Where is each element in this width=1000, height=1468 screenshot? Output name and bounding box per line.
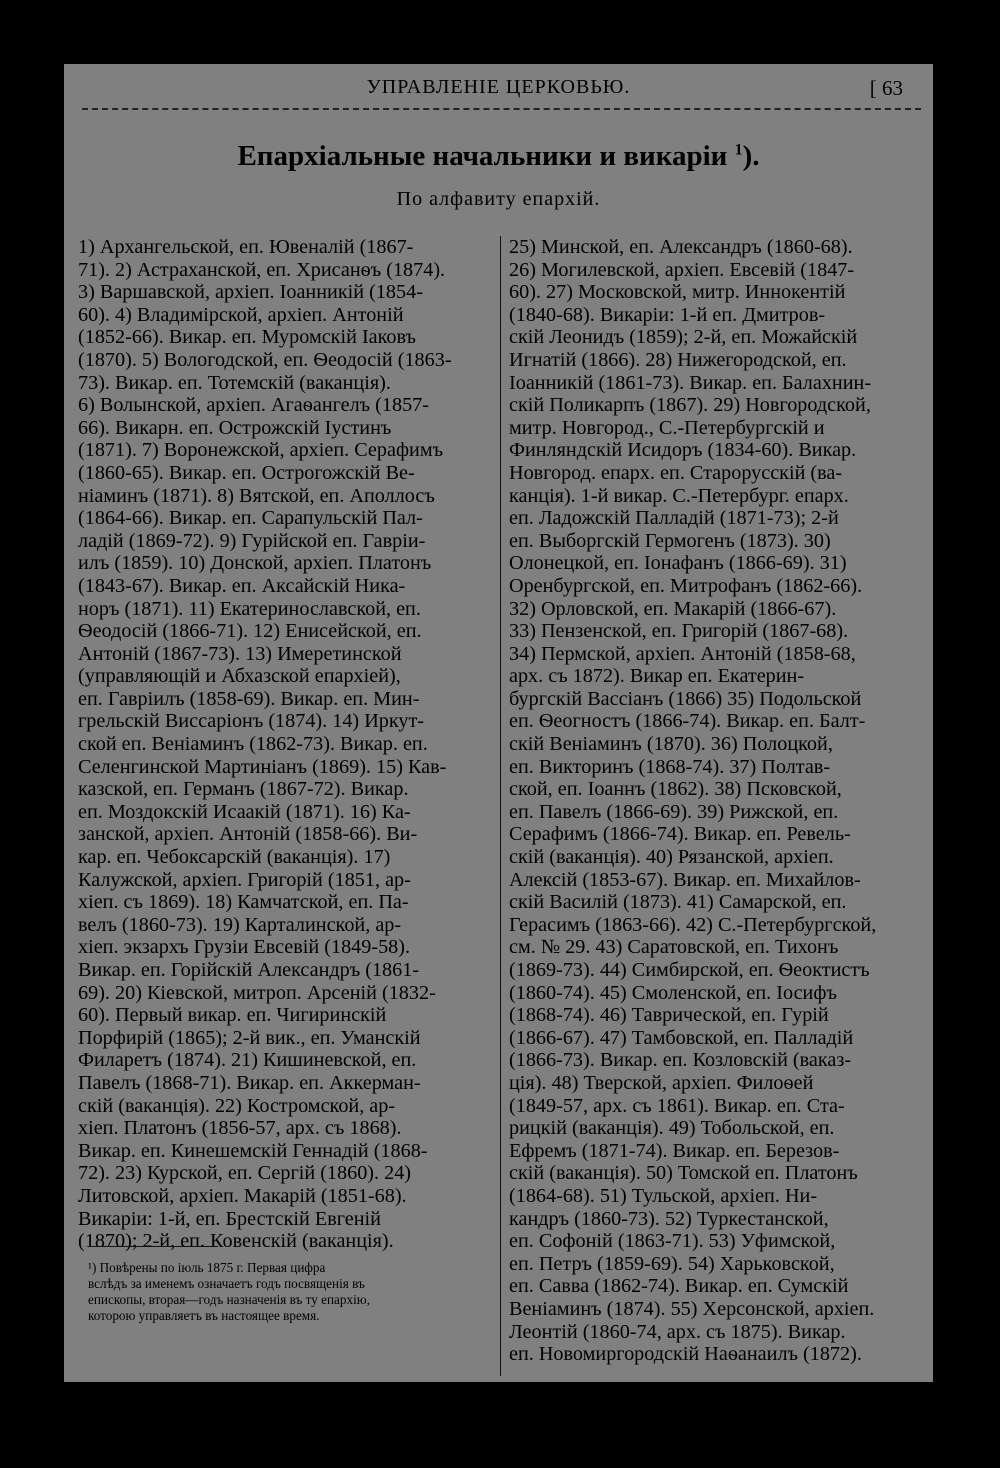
- text-line: ніаминъ (1871). 8) Вятской, еп. Аполлосъ: [78, 484, 435, 507]
- text-line: Іоанникій (1861-73). Викар. еп. Балахнин-: [509, 371, 872, 394]
- text-line: (1864-66). Викар. еп. Сарапульскій Пал-: [78, 507, 423, 530]
- text-line: (1860-65). Викар. еп. Острогожскій Ве-: [78, 461, 415, 484]
- text-line: Веніаминъ (1874). 55) Херсонской, архіеп.: [509, 1297, 875, 1320]
- text-line: Викар. еп. Кинешемскій Геннадій (1868-: [78, 1139, 428, 1162]
- text-line: Калужской, архіеп. Григорій (1851, ар-: [78, 868, 411, 891]
- text-line: 71). 2) Астраханской, еп. Хрисанѳъ (1874).: [78, 258, 446, 281]
- text-line: ладій (1869-72). 9) Гурійской еп. Гавріи-: [78, 529, 426, 552]
- text-line: еп. Выборгскій Гермогенъ (1873). 30): [509, 529, 831, 552]
- text-line: 73). Викар. еп. Тотемскій (ваканція).: [78, 371, 391, 394]
- text-line: (1840-68). Викаріи: 1-й еп. Дмитров-: [509, 303, 826, 326]
- title-text: Епархіальные начальники и викаріи: [237, 140, 728, 172]
- text-line: Финляндскій Исидоръ (1834-60). Викар.: [509, 439, 857, 462]
- text-line: еп. Новомиргородскій Наѳанаилъ (1872).: [509, 1343, 862, 1366]
- text-line: (1864-68). 51) Тульской, архіеп. Ни-: [509, 1184, 818, 1207]
- page-number: [ 63: [869, 76, 903, 100]
- text-line: 33) Пензенской, еп. Григорій (1867-68).: [509, 620, 849, 643]
- title-tail: ).: [742, 140, 760, 172]
- text-line: 1) Архангельской, еп. Ювеналій (1867-: [78, 236, 414, 258]
- text-line: казской, еп. Германъ (1867-72). Викар.: [78, 778, 409, 801]
- text-line: занской, архіеп. Антоній (1858-66). Ви-: [78, 823, 418, 846]
- text-line: 60). 27) Московской, митр. Иннокентій: [509, 281, 846, 304]
- text-line: 34) Пермской, архіеп. Антоній (1858-68,: [509, 642, 856, 665]
- text-line: 26) Могилевской, архіеп. Евсевій (1847-: [509, 258, 855, 281]
- text-line: Селенгинской Мартиніанъ (1869). 15) Кав-: [78, 755, 447, 778]
- footnote-line: которою управляетъ въ настоящее время.: [88, 1308, 320, 1323]
- text-line: (1870). 5) Вологодской, еп. Ѳеодосій (1863-: [78, 348, 452, 371]
- text-line: 72). 23) Курской, еп. Сергій (1860). 24): [78, 1162, 412, 1185]
- text-line: (1852-66). Викар. еп. Муромскій Іаковъ: [78, 326, 416, 349]
- footnote: [88, 1260, 484, 1324]
- column-divider: [500, 236, 501, 1376]
- text-line: еп. Викторинъ (1868-74). 37) Полтав-: [509, 755, 831, 778]
- text-line: велъ (1860-73). 19) Карталинской, ар-: [78, 913, 402, 936]
- text-line: еп. Петръ (1859-69). 54) Харьковской,: [509, 1252, 835, 1275]
- text-line: митр. Новгород., С.-Петербургскій и: [509, 416, 825, 439]
- footnote-rule: [88, 1246, 218, 1247]
- text-line: кандръ (1860-73). 52) Туркестанской,: [509, 1207, 829, 1230]
- text-line: еп. Моздокскій Исаакій (1871). 16) Ка-: [78, 800, 411, 823]
- text-line: (1871). 7) Воронежской, архіеп. Серафимъ: [78, 439, 444, 462]
- text-line: Серафимъ (1866-74). Викар. еп. Ревель-: [509, 823, 851, 846]
- text-line: 66). Викарн. еп. Острожскій Іустинъ: [78, 416, 392, 439]
- text-line: скій (ваканція). 22) Костромской, ар-: [78, 1094, 396, 1117]
- text-line: скій (ваканція). 40) Рязанской, архіеп.: [509, 846, 834, 869]
- text-line: (управляющій и Абхазской епархіей),: [78, 665, 401, 688]
- text-line: хіеп. Платонъ (1856-57, арх. съ 1868).: [78, 1117, 402, 1140]
- header-rule: [82, 108, 921, 110]
- text-line: норъ (1871). 11) Екатеринославской, еп.: [78, 597, 421, 620]
- text-line: Герасимъ (1863-66). 42) С.-Петербургской,: [509, 913, 877, 936]
- text-line: скій Василій (1873). 41) Самарской, еп.: [509, 891, 847, 914]
- text-line: хіеп. экзархъ Грузіи Евсевій (1849-58).: [78, 936, 411, 959]
- section-subtitle: По алфавиту епархій.: [396, 188, 601, 210]
- text-line: хіеп. съ 1869). 18) Камчатской, еп. Па-: [78, 891, 409, 914]
- text-line: ской, еп. Іоаннъ (1862). 38) Псковской,: [509, 778, 842, 801]
- text-line: Литовской, архіеп. Макарій (1851-68).: [78, 1184, 407, 1207]
- text-line: (1860-74). 45) Смоленской, еп. Іосифъ: [509, 981, 837, 1004]
- text-line: Олонецкой, еп. Іонафанъ (1866-69). 31): [509, 552, 847, 575]
- text-line: Викар. еп. Горійскій Александръ (1861-: [78, 959, 420, 981]
- text-line: 60). 4) Владимірской, архіеп. Антоній: [78, 303, 404, 326]
- text-line: грельскій Виссаріонъ (1874). 14) Иркут-: [78, 710, 425, 733]
- text-line: Леонтій (1860-74, арх. съ 1875). Викар.: [509, 1320, 846, 1343]
- text-line: Антоній (1867-73). 13) Имеретинской: [78, 642, 402, 665]
- text-line: еп. Павелъ (1866-69). 39) Рижской, еп.: [509, 800, 839, 823]
- text-line: еп. Гавріилъ (1858-69). Викар. еп. Мин-: [78, 687, 420, 710]
- text-line: (1843-67). Викар. еп. Аксайскій Ника-: [78, 574, 406, 597]
- text-line: (1868-74). 46) Таврической, еп. Гурій: [509, 1004, 829, 1027]
- text-line: илъ (1859). 10) Донской, архіеп. Платонъ: [78, 552, 432, 575]
- text-line: 3) Варшавской, архіеп. Іоанникій (1854-: [78, 281, 423, 304]
- left-column: [78, 236, 490, 1253]
- text-line: кар. еп. Чебоксарскій (ваканція). 17): [78, 846, 391, 869]
- text-line: 69). 20) Кіевской, митроп. Арсеній (1832-: [78, 981, 436, 1004]
- text-line: 6) Волынской, архіеп. Агаѳангелъ (1857-: [78, 394, 429, 417]
- text-line: (1866-67). 47) Тамбовской, еп. Палладій: [509, 1026, 854, 1049]
- text-line: 32) Орловской, еп. Макарій (1866-67).: [509, 597, 837, 620]
- text-line: Ефремъ (1871-74). Викар. еп. Березов-: [509, 1139, 840, 1162]
- text-line: бургскій Вассіанъ (1866) 35) Подольской: [509, 687, 862, 710]
- section-title: [64, 140, 933, 173]
- text-line: еп. Ладожскій Палладій (1871-73); 2-й: [509, 507, 839, 530]
- text-line: еп. Софоній (1863-71). 53) Уфимской,: [509, 1230, 836, 1253]
- text-line: Оренбургской, еп. Митрофанъ (1862-66).: [509, 574, 863, 597]
- title-footnote-mark: 1: [734, 141, 743, 159]
- text-line: еп. Ѳеогностъ (1866-74). Викар. еп. Балт-: [509, 710, 866, 733]
- text-line: Новгород. епарх. еп. Старорусскій (ва-: [509, 461, 843, 484]
- text-line: арх. съ 1872). Викар еп. Екатерин-: [509, 665, 805, 688]
- text-line: скій Леонидъ (1859); 2-й, еп. Можайскій: [509, 326, 858, 349]
- text-line: 60). Первый викар. еп. Чигиринскій: [78, 1004, 387, 1027]
- text-line: скій Веніаминъ (1870). 36) Полоцкой,: [509, 733, 833, 756]
- text-line: (1869-73). 44) Симбирской, еп. Ѳеоктистъ: [509, 959, 870, 981]
- text-line: Викаріи: 1-й, еп. Брестскій Евгеній: [78, 1207, 381, 1230]
- text-line: 25) Минской, еп. Александръ (1860-68).: [509, 236, 853, 258]
- running-title: УПРАВЛЕНІЕ ЦЕРКОВЬЮ.: [366, 76, 631, 98]
- text-line: Порфирій (1865); 2-й вик., еп. Уманскій: [78, 1026, 421, 1049]
- text-line: скій (ваканція). 50) Томской еп. Платонъ: [509, 1162, 858, 1185]
- text-line: Павелъ (1868-71). Викар. еп. Аккерман-: [78, 1071, 421, 1094]
- text-line: ской еп. Веніаминъ (1862-73). Викар. еп.: [78, 733, 428, 756]
- footnote-line: епископы, вторая—годъ назначенія въ ту епархію,: [88, 1292, 370, 1307]
- text-line: (1849-57, арх. съ 1861). Викар. еп. Ста-: [509, 1094, 845, 1117]
- text-line: см. № 29. 43) Саратовской, еп. Тихонъ: [509, 936, 839, 959]
- text-line: Ѳеодосій (1866-71). 12) Енисейской, еп.: [78, 620, 422, 643]
- text-line: ція). 48) Тверской, архіеп. Филоѳей: [509, 1071, 814, 1094]
- text-line: Игнатій (1866). 28) Нижегородской, еп.: [509, 348, 847, 371]
- text-line: скій Поликарпъ (1867). 29) Новгородской,: [509, 394, 871, 417]
- right-column: [509, 236, 921, 1366]
- text-line: рицкій (ваканція). 49) Тобольской, еп.: [509, 1117, 835, 1140]
- footnote-line: вслѣдъ за именемъ означаетъ годъ посвященія въ: [88, 1276, 365, 1291]
- footnote-line: ¹) Повѣрены по іюль 1875 г. Первая цифра: [88, 1260, 326, 1275]
- text-line: (1870); 2-й, еп. Ковенскій (ваканція).: [78, 1230, 394, 1253]
- text-line: (1866-73). Викар. еп. Козловскій (ваказ-: [509, 1049, 852, 1072]
- text-line: канція). 1-й викар. С.-Петербург. епарх.: [509, 484, 849, 507]
- book-page: [62, 62, 935, 1384]
- text-line: Филаретъ (1874). 21) Кишиневской, еп.: [78, 1049, 417, 1072]
- text-line: Алексій (1853-67). Викар. еп. Михайлов-: [509, 868, 861, 891]
- text-line: еп. Савва (1862-74). Викар. еп. Сумскій: [509, 1275, 849, 1298]
